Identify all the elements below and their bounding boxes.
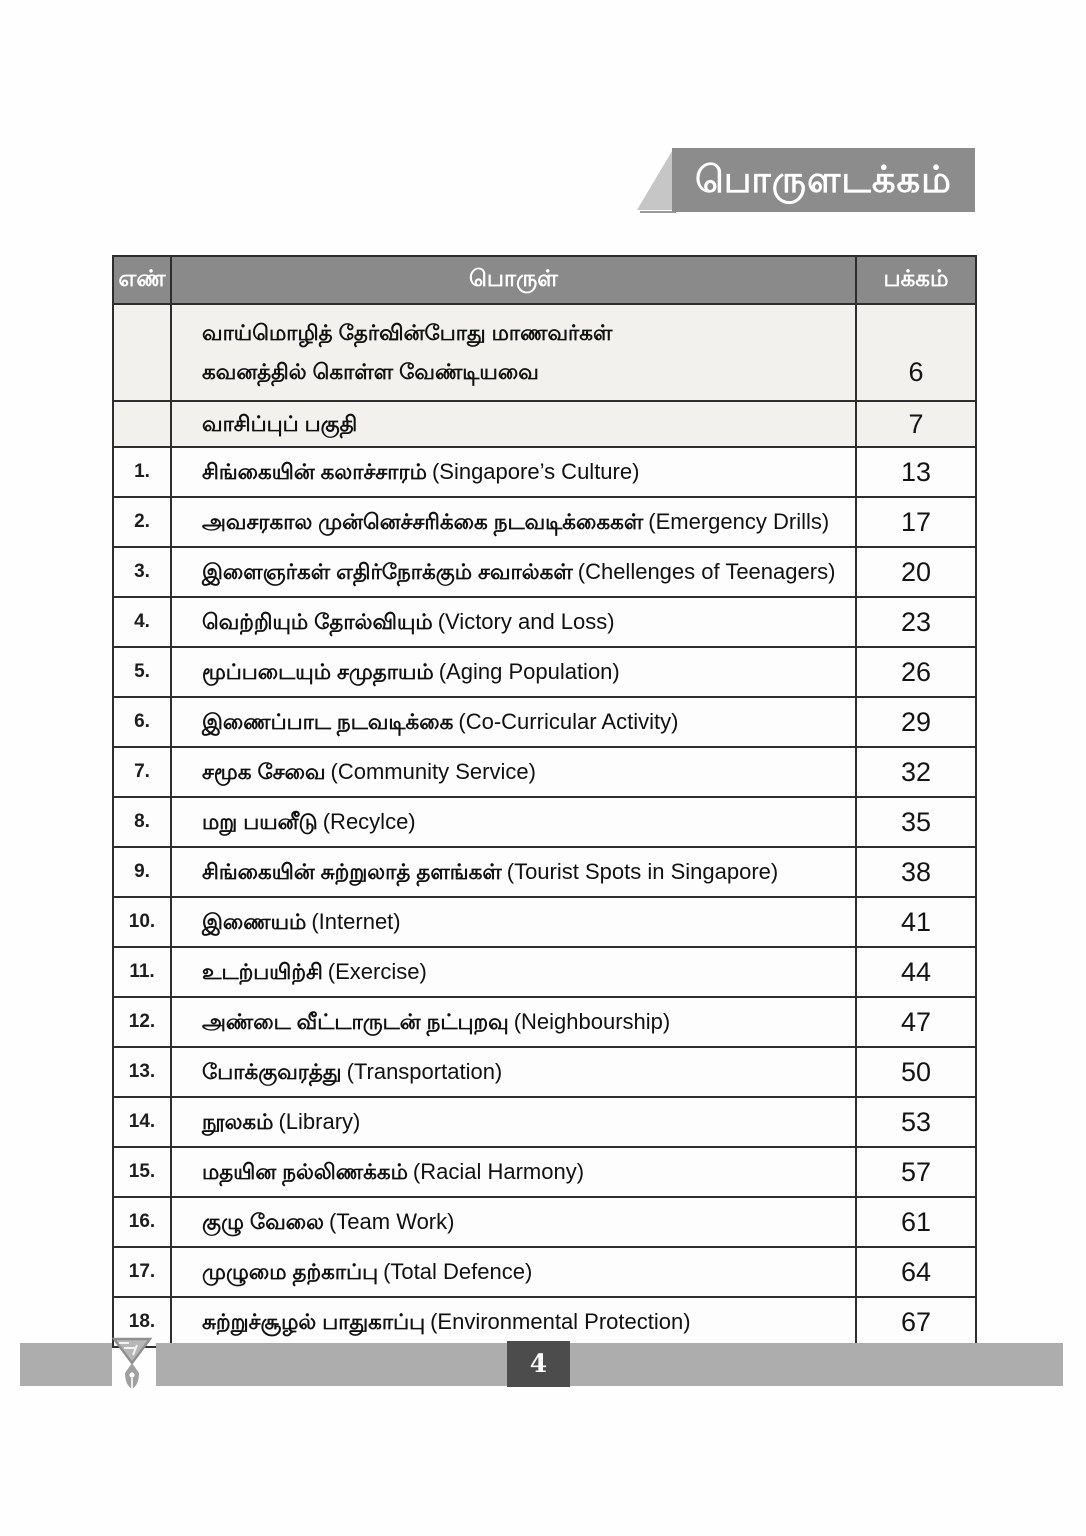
- page-number: 4: [529, 1349, 548, 1378]
- page-title: பொருளடக்கம்: [695, 159, 952, 200]
- toc-row-subject: [171, 401, 856, 447]
- banner-underline-decoration: [640, 211, 676, 213]
- toc-row: [113, 497, 976, 547]
- toc-row: [113, 1247, 976, 1297]
- toc-row-page: 20: [856, 547, 976, 597]
- toc-row-page: 23: [856, 597, 976, 647]
- toc-row-subject: [171, 697, 856, 747]
- toc-subject-tamil: மதயின நல்லிணக்கம்: [202, 1160, 408, 1185]
- toc-row-number: 15.: [113, 1147, 171, 1197]
- toc-row-number: 14.: [113, 1097, 171, 1147]
- toc-subject-tamil: சுற்றுச்சூழல் பாதுகாப்பு: [202, 1310, 426, 1335]
- toc-row-number: 5.: [113, 647, 171, 697]
- toc-row: [113, 1047, 976, 1097]
- toc-row: [113, 1197, 976, 1247]
- toc-row-page: 61: [856, 1197, 976, 1247]
- toc-subject-english: (Racial Harmony): [412, 1159, 585, 1185]
- toc-row-subject: [171, 1297, 856, 1347]
- toc-subject-english: (Exercise): [327, 959, 427, 985]
- toc-row-page: 64: [856, 1247, 976, 1297]
- toc-row-number: [113, 304, 171, 401]
- toc-row-page: 41: [856, 897, 976, 947]
- toc-subject-tamil: நூலகம்: [202, 1110, 274, 1135]
- toc-row-number: 13.: [113, 1047, 171, 1097]
- toc-row-number: 10.: [113, 897, 171, 947]
- toc-row-page: 57: [856, 1147, 976, 1197]
- toc-row-subject: [171, 797, 856, 847]
- toc-subject-tamil: வாய்மொழித் தேர்வின்போது மாணவர்கள்: [202, 320, 613, 345]
- toc-row-number: 11.: [113, 947, 171, 997]
- toc-row-subject: [171, 647, 856, 697]
- toc-row-number: 4.: [113, 597, 171, 647]
- toc-row-subject: [171, 747, 856, 797]
- toc-row-page: 53: [856, 1097, 976, 1147]
- toc-subject-tamil: சமூக சேவை: [202, 760, 326, 785]
- toc-subject-english: (Environmental Protection): [430, 1309, 691, 1335]
- toc-subject-tamil: அவசரகால முன்னெச்சரிக்கை நடவடிக்கைகள்: [202, 510, 644, 535]
- toc-subject-english: (Transportation): [346, 1059, 503, 1085]
- toc-row-number: 8.: [113, 797, 171, 847]
- toc-subject-english: (Emergency Drills): [648, 509, 830, 535]
- banner-fold-decoration: [637, 151, 672, 210]
- toc-row-subject: [171, 1147, 856, 1197]
- toc-row-subject: [171, 847, 856, 897]
- footer-left-bar: [20, 1343, 112, 1386]
- toc-row-page: 7: [856, 401, 976, 447]
- toc-subject-tamil: சிங்கையின் சுற்றுலாத் தளங்கள்: [202, 860, 502, 885]
- toc-row-subject: [171, 447, 856, 497]
- toc-row-page: 26: [856, 647, 976, 697]
- toc-row-page: 6: [856, 304, 976, 401]
- toc-row-number: 12.: [113, 997, 171, 1047]
- toc-row-number: 3.: [113, 547, 171, 597]
- contents-table: [112, 255, 977, 1348]
- toc-subject-english: (Singapore’s Culture): [431, 459, 640, 485]
- column-header-subject: பொருள்: [171, 256, 856, 304]
- toc-subject-tamil-line2: கவனத்தில் கொள்ள வேண்டியவை: [202, 359, 539, 384]
- toc-subject-english: (Tourist Spots in Singapore): [506, 859, 779, 885]
- pen-nib-logo-icon: [111, 1333, 153, 1393]
- toc-row-subject: [171, 897, 856, 947]
- toc-row-number: 16.: [113, 1197, 171, 1247]
- toc-row-subject: [171, 547, 856, 597]
- toc-row-number: 18.: [113, 1297, 171, 1347]
- toc-row-subject: [171, 1047, 856, 1097]
- toc-row-number: 2.: [113, 497, 171, 547]
- toc-subject-tamil: குழு வேலை: [202, 1210, 324, 1235]
- toc-row: [113, 647, 976, 697]
- column-header-number: எண்: [113, 256, 171, 304]
- toc-row: [113, 797, 976, 847]
- toc-row-number: 7.: [113, 747, 171, 797]
- toc-subject-tamil: வெற்றியும் தோல்வியும்: [202, 610, 433, 635]
- toc-row-number: 9.: [113, 847, 171, 897]
- toc-subject-english: (Aging Population): [438, 659, 620, 685]
- toc-subject-english: (Community Service): [330, 759, 536, 785]
- toc-row-subject: [171, 997, 856, 1047]
- toc-row-subject: [171, 1097, 856, 1147]
- toc-subject-english: (Team Work): [328, 1209, 455, 1235]
- footer-right-bar: [156, 1343, 1063, 1386]
- toc-row-page: 29: [856, 697, 976, 747]
- toc-subject-english: (Library): [278, 1109, 361, 1135]
- toc-row-number: [113, 401, 171, 447]
- toc-row: [113, 997, 976, 1047]
- toc-row-page: 67: [856, 1297, 976, 1347]
- toc-row-number: 17.: [113, 1247, 171, 1297]
- toc-row: [113, 697, 976, 747]
- toc-row-subject: [171, 597, 856, 647]
- toc-row-number: 1.: [113, 447, 171, 497]
- toc-row-subject: [171, 1247, 856, 1297]
- toc-subject-english: (Recylce): [322, 809, 416, 835]
- toc-row-subject: [171, 947, 856, 997]
- toc-row-page: 17: [856, 497, 976, 547]
- toc-row-page: 47: [856, 997, 976, 1047]
- toc-row: [113, 401, 976, 447]
- toc-subject-tamil: முழுமை தற்காப்பு: [202, 1260, 379, 1285]
- toc-subject-english: (Internet): [311, 909, 401, 935]
- toc-subject-tamil: அண்டை வீட்டாருடன் நட்புறவு: [202, 1010, 509, 1035]
- toc-row: [113, 447, 976, 497]
- toc-subject-english: (Total Defence): [383, 1259, 533, 1285]
- toc-row-page: 35: [856, 797, 976, 847]
- toc-row-number: 6.: [113, 697, 171, 747]
- toc-subject-english: (Neighbourship): [513, 1009, 671, 1035]
- toc-subject-tamil: மூப்படையும் சமுதாயம்: [202, 660, 434, 685]
- toc-row: [113, 947, 976, 997]
- contents-table-header-row: [113, 256, 976, 304]
- toc-subject-tamil: சிங்கையின் கலாச்சாரம்: [202, 460, 427, 485]
- toc-subject-english: (Co-Curricular Activity): [458, 709, 679, 735]
- toc-subject-tamil: உடற்பயிற்சி: [202, 960, 323, 985]
- toc-row-subject: [171, 1197, 856, 1247]
- toc-row-subject: [171, 304, 856, 401]
- toc-row: [113, 1097, 976, 1147]
- toc-subject-tamil: மறு பயனீடு: [202, 810, 318, 835]
- toc-row-page: 32: [856, 747, 976, 797]
- toc-subject-english: (Victory and Loss): [437, 609, 615, 635]
- toc-subject-tamil: போக்குவரத்து: [202, 1060, 342, 1085]
- toc-row: [113, 304, 976, 401]
- toc-row: [113, 547, 976, 597]
- toc-row: [113, 597, 976, 647]
- toc-row: [113, 1297, 976, 1347]
- toc-row-subject: [171, 497, 856, 547]
- toc-row-page: 38: [856, 847, 976, 897]
- page-number-badge: [507, 1341, 570, 1387]
- column-header-page: பக்கம்: [856, 256, 976, 304]
- toc-subject-tamil: இளைஞர்கள் எதிர்நோக்கும் சவால்கள்: [202, 560, 573, 585]
- toc-row-page: 44: [856, 947, 976, 997]
- title-banner: [672, 148, 975, 212]
- toc-row: [113, 897, 976, 947]
- toc-subject-english: (Chellenges of Teenagers): [577, 559, 836, 585]
- toc-row: [113, 747, 976, 797]
- toc-row-page: 50: [856, 1047, 976, 1097]
- toc-subject-tamil: இணைப்பாட நடவடிக்கை: [202, 710, 454, 735]
- toc-row: [113, 1147, 976, 1197]
- toc-subject-tamil: வாசிப்புப் பகுதி: [202, 411, 358, 436]
- toc-row-page: 13: [856, 447, 976, 497]
- toc-subject-tamil: இணையம்: [202, 910, 307, 935]
- toc-row: [113, 847, 976, 897]
